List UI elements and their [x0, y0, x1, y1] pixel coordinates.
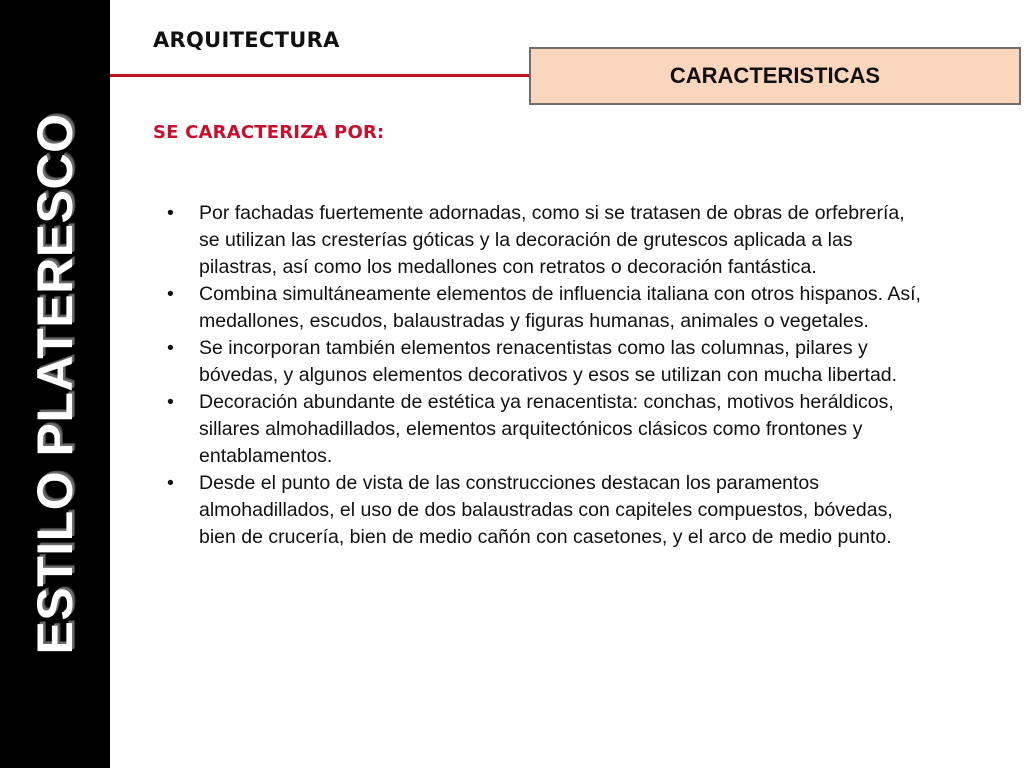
list-item: [163, 200, 928, 281]
list-item: [163, 281, 928, 335]
subheading: SE CARACTERIZA POR:: [153, 122, 385, 143]
list-item-text: Se incorporan también elementos renacentistas como las columnas, pilares y bóvedas, y algunos elementos decorativos y esos se utilizan con mucha libertad.: [199, 337, 898, 386]
list-item: [163, 335, 928, 389]
list-item: [163, 470, 928, 551]
list-item-text: Decoración abundante de estética ya renacentista: conchas, motivos heráldicos, sillares almohadillados, elementos arquitectónicos clásicos como frontones y entablamentos.: [199, 391, 894, 467]
bullet-icon: •: [167, 202, 174, 224]
red-divider: [110, 74, 530, 77]
bullet-icon: •: [167, 472, 174, 494]
list-item-text: Desde el punto de vista de las construcciones destacan los paramentos almohadillados, el uso de dos balaustradas con capiteles compuestos, bóvedas, bien de crucería, bien de medio cañón con casetones, y el arco de medio punto.: [199, 472, 893, 548]
list-item-text: Combina simultáneamente elementos de influencia italiana con otros hispanos. Así, medallones, escudos, balaustradas y figuras humanas, animales o vegetales.: [199, 283, 921, 332]
bullet-icon: •: [167, 391, 174, 413]
side-band: [0, 0, 110, 768]
bullet-list: [163, 200, 928, 551]
bullet-icon: •: [167, 337, 174, 359]
topic-box-label: CARACTERISTICAS: [669, 63, 881, 88]
section-label: ARQUITECTURA: [153, 28, 340, 52]
topic-box: [529, 47, 1021, 105]
bullet-icon: •: [167, 283, 174, 305]
list-item-text: Por fachadas fuertemente adornadas, como si se tratasen de obras de orfebrería, se utilizan las cresterías góticas y la decoración de grutescos aplicada a las pilastras, así como los medallones con retratos o decoración fantástica.: [199, 202, 905, 278]
list-item: [163, 389, 928, 470]
side-title: ESTILO PLATERESCO: [27, 113, 83, 655]
